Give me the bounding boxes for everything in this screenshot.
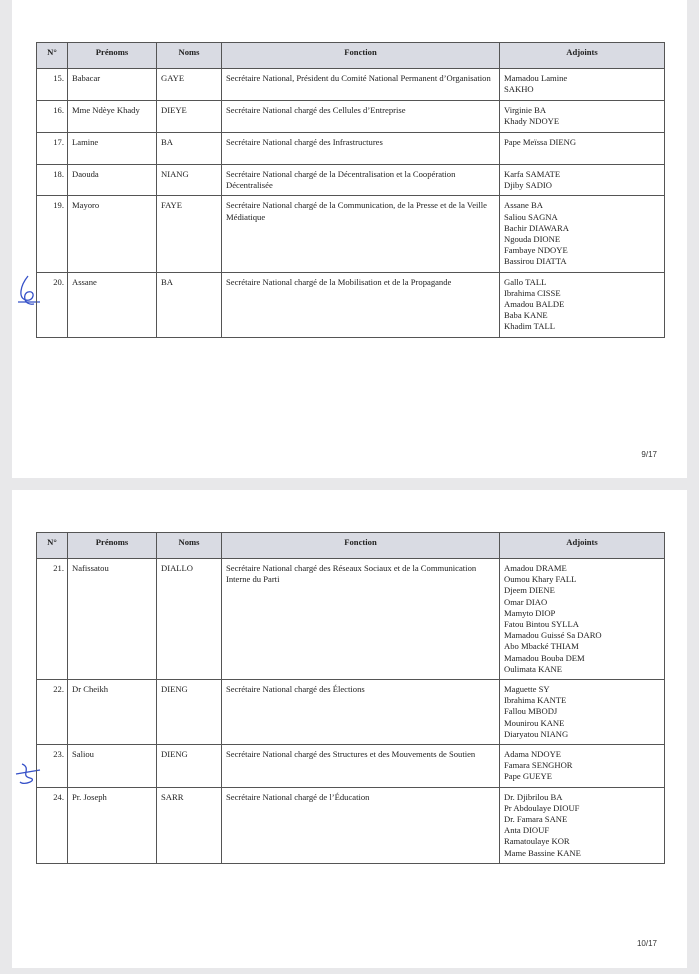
header-num: N° [37,43,68,69]
cell-nom: GAYE [157,69,222,101]
table-header-row [37,533,665,559]
members-table [36,42,665,338]
table-row [37,196,665,272]
adjoint-name: Ramatoulaye KOR [504,836,570,847]
page-number: 9/17 [641,450,657,459]
cell-prenom: Mayoro [68,196,157,272]
table-row [37,680,665,745]
cell-nom: DIEYE [157,101,222,133]
header-adjoints: Adjoints [500,533,665,559]
cell-prenom: Nafissatou [68,559,157,680]
table-row [37,272,665,337]
adjoint-name: Amadou BALDE [504,299,565,310]
table-row [37,745,665,788]
cell-prenom: Assane [68,272,157,337]
table-row [37,559,665,680]
adjoint-name: Pape GUEYE [504,771,552,782]
row-number: 23. [37,745,68,788]
row-number: 24. [37,787,68,863]
adjoint-name: Mamadou Bouba DEM [504,652,585,663]
adjoint-name: Pr Abdoulaye DIOUF [504,802,580,813]
header-prenoms: Prénoms [68,43,157,69]
cell-nom: SARR [157,787,222,863]
cell-adjoints [500,680,665,745]
adjoint-name: Ibrahima CISSE [504,287,561,298]
cell-nom: NIANG [157,165,222,196]
header-num: N° [37,533,68,559]
adjoint-name: Mamadou Lamine [504,73,568,83]
adjoint-name: SAKHO [504,84,534,95]
header-adjoints: Adjoints [500,43,665,69]
adjoint-name: Pape Meïssa DIENG [504,137,577,147]
cell-nom: DIENG [157,745,222,788]
adjoint-name: Djeem DIENE [504,585,555,596]
adjoint-name: Omar DIAO [504,596,548,607]
table-row [37,101,665,133]
adjoint-name: Gallo TALL [504,276,547,287]
header-noms: Noms [157,43,222,69]
row-number: 19. [37,196,68,272]
adjoint-name: Virginie BA [504,105,547,115]
adjoint-name: Bassirou DIATTA [504,256,567,267]
cell-nom: DIENG [157,680,222,745]
cell-fonction: Secrétaire National, Président du Comité National Permanent d’Organisation [222,69,500,101]
table-row [37,69,665,101]
cell-prenom: Dr Cheikh [68,680,157,745]
row-number: 17. [37,133,68,165]
adjoint-name: Karfa SAMATE [504,169,561,179]
cell-prenom: Saliou [68,745,157,788]
adjoint-name: Mamyto DIOP [504,607,556,618]
cell-adjoints [500,69,665,101]
adjoint-name: Fambaye NDOYE [504,245,568,256]
cell-adjoints [500,165,665,196]
adjoint-name: Maguette SY [504,684,550,695]
header-fonction: Fonction [222,43,500,69]
cell-fonction: Secrétaire National chargé de la Décentralisation et la Coopération Décentralisée [222,165,500,196]
cell-fonction: Secrétaire National chargé de l’Éducation [222,787,500,863]
table-header-row [37,43,665,69]
row-number: 15. [37,69,68,101]
row-number: 18. [37,165,68,196]
cell-nom: FAYE [157,196,222,272]
table-row [37,165,665,196]
members-table [36,532,665,864]
adjoint-name: Amadou DRAME [504,563,567,573]
cell-adjoints [500,196,665,272]
cell-fonction: Secrétaire National chargé des Élections [222,680,500,745]
adjoint-name: Khadim TALL [504,321,555,332]
header-fonction: Fonction [222,533,500,559]
adjoint-name: Mamadou Guissé Sa DARO [504,630,602,641]
adjoint-name: Oulimata KANE [504,663,562,674]
cell-prenom: Mme Ndèye Khady [68,101,157,133]
document-page-9 [12,0,687,478]
adjoint-name: Fatou Bintou SYLLA [504,619,579,630]
adjoint-name: Dr. Djibrilou BA [504,791,563,802]
cell-nom: DIALLO [157,559,222,680]
cell-fonction: Secrétaire National chargé de la Mobilisation et de la Propagande [222,272,500,337]
header-noms: Noms [157,533,222,559]
cell-prenom: Lamine [68,133,157,165]
table-row [37,133,665,165]
adjoint-name: Ibrahima KANTE [504,695,567,706]
cell-prenom: Pr. Joseph [68,787,157,863]
cell-nom: BA [157,272,222,337]
adjoint-name: Famara SENGHOR [504,760,573,771]
adjoint-name: Bachir DIAWARA [504,222,569,233]
adjoint-name: Diaryatou NIANG [504,728,569,739]
cell-fonction: Secrétaire National chargé des Réseaux Sociaux et de la Communication Interne du Parti [222,559,500,680]
cell-adjoints [500,272,665,337]
cell-prenom: Daouda [68,165,157,196]
adjoint-name: Djiby SADIO [504,180,552,191]
adjoint-name: Mame Bassine KANE [504,847,581,858]
row-number: 20. [37,272,68,337]
adjoint-name: Abo Mbacké THIAM [504,641,579,652]
table-row [37,787,665,863]
adjoint-name: Ngouda DIONE [504,234,561,245]
adjoint-name: Saliou SAGNA [504,211,558,222]
cell-adjoints [500,101,665,133]
cell-adjoints [500,133,665,165]
cell-nom: BA [157,133,222,165]
adjoint-name: Assane BA [504,200,543,211]
cell-adjoints [500,745,665,788]
adjoint-name: Mounirou KANE [504,717,565,728]
cell-fonction: Secrétaire National chargé des Structures et des Mouvements de Soutien [222,745,500,788]
row-number: 21. [37,559,68,680]
cell-adjoints [500,787,665,863]
row-number: 16. [37,101,68,133]
adjoint-name: Fallou MBODJ [504,706,558,717]
cell-prenom: Babacar [68,69,157,101]
adjoint-name: Dr. Famara SANE [504,814,568,825]
page-number: 10/17 [636,939,657,948]
cell-adjoints [500,559,665,680]
cell-fonction: Secrétaire National chargé de la Communication, de la Presse et de la Veille Médiatique [222,196,500,272]
cell-fonction: Secrétaire National chargé des Infrastructures [222,133,500,165]
header-prenoms: Prénoms [68,533,157,559]
adjoint-name: Oumou Khary FALL [504,574,577,585]
adjoint-name: Anta DIOUF [504,825,550,836]
row-number: 22. [37,680,68,745]
adjoint-name: Khady NDOYE [504,116,560,127]
cell-fonction: Secrétaire National chargé des Cellules d’Entreprise [222,101,500,133]
adjoint-name: Adama NDOYE [504,749,562,760]
adjoint-name: Baba KANE [504,310,548,321]
document-page-10 [12,490,687,968]
